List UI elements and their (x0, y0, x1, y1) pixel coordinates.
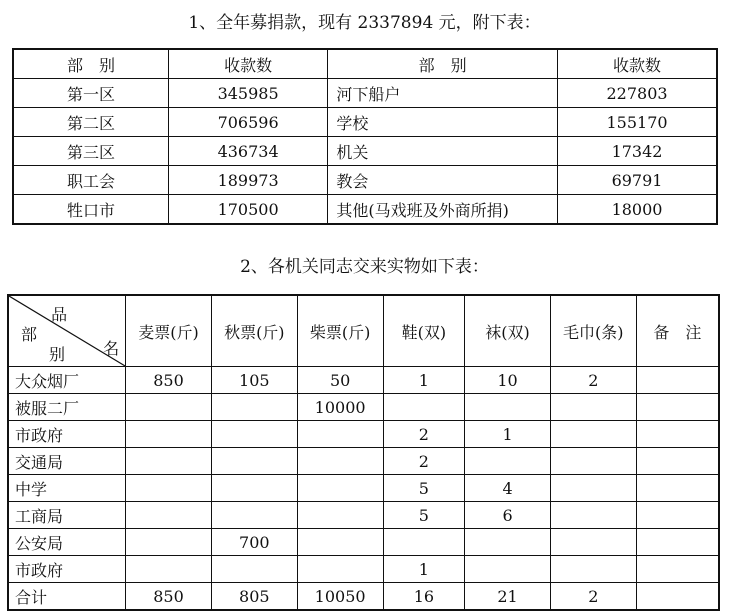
table-cell (550, 421, 636, 448)
table-header-row (8, 295, 719, 367)
corner-label-bottom: 别 (49, 345, 66, 364)
table-row (8, 394, 719, 421)
table-cell: 河下船户 (328, 79, 558, 108)
column-header: 收款数 (558, 49, 717, 79)
table-cell (126, 556, 212, 583)
column-header: 袜(双) (465, 295, 551, 367)
table-row (13, 195, 717, 225)
table-row (13, 79, 717, 108)
table-cell: 850 (126, 367, 212, 394)
table-cell: 其他(马戏班及外商所捐) (328, 195, 558, 225)
table-header-row (13, 49, 717, 79)
table-cell: 5 (383, 502, 465, 529)
table-cell: 教会 (328, 166, 558, 195)
table-cell: 学校 (328, 108, 558, 137)
table-cell: 职工会 (13, 166, 168, 195)
table-cell (636, 394, 719, 421)
table-cell (211, 502, 297, 529)
column-header: 部 别 (328, 49, 558, 79)
corner-label-left: 部 (21, 325, 38, 344)
table-cell: 18000 (558, 195, 717, 225)
table-row (8, 475, 719, 502)
table-cell (465, 556, 551, 583)
table-cell: 2 (383, 448, 465, 475)
table-cell (550, 502, 636, 529)
table-cell: 345985 (168, 79, 327, 108)
table-cell: 5 (383, 475, 465, 502)
table-cell (383, 394, 465, 421)
table-row (8, 367, 719, 394)
heading-donations: 1、全年募捐款，现有 2337894 元，附下表： (188, 13, 541, 33)
table-cell (211, 448, 297, 475)
column-header: 柴票(斤) (297, 295, 383, 367)
table-cell (126, 421, 212, 448)
column-header: 部 别 (13, 49, 168, 79)
table-cell (465, 529, 551, 556)
table-row (8, 421, 719, 448)
table-cell (297, 529, 383, 556)
table-cell (126, 394, 212, 421)
table-cell: 805 (211, 583, 297, 611)
row-label-cell: 被服二厂 (8, 394, 126, 421)
table-cell: 2 (383, 421, 465, 448)
table-cell: 170500 (168, 195, 327, 225)
table-cell: 1 (383, 367, 465, 394)
table-cell (465, 394, 551, 421)
table-cell: 16 (383, 583, 465, 611)
table-cell (297, 556, 383, 583)
table-row (8, 529, 719, 556)
row-label-cell: 中学 (8, 475, 126, 502)
table-cell (550, 556, 636, 583)
table-cell: 10000 (297, 394, 383, 421)
table-cell: 436734 (168, 137, 327, 166)
table-cell (211, 421, 297, 448)
table-cell (211, 475, 297, 502)
table-cell (126, 448, 212, 475)
table-cell (550, 448, 636, 475)
table-row (8, 448, 719, 475)
column-header: 鞋(双) (383, 295, 465, 367)
table-cell (636, 367, 719, 394)
row-label-cell: 市政府 (8, 421, 126, 448)
table-cell: 1 (465, 421, 551, 448)
table-cell (550, 475, 636, 502)
corner-header-cell (8, 295, 126, 367)
table-cell (636, 421, 719, 448)
row-label-cell: 大众烟厂 (8, 367, 126, 394)
table-cell (636, 475, 719, 502)
table-cell: 第一区 (13, 79, 168, 108)
table-cell (636, 556, 719, 583)
table-row (13, 108, 717, 137)
table-row (13, 166, 717, 195)
table-cell: 17342 (558, 137, 717, 166)
table-row (8, 556, 719, 583)
table-cell (297, 421, 383, 448)
table-cell: 机关 (328, 137, 558, 166)
column-header: 秋票(斤) (211, 295, 297, 367)
table-cell: 2 (550, 367, 636, 394)
column-header: 收款数 (168, 49, 327, 79)
table-cell (550, 529, 636, 556)
table-cell: 21 (465, 583, 551, 611)
table-cell (636, 448, 719, 475)
heading-goods: 2、各机关同志交来实物如下表： (240, 257, 489, 277)
corner-label-top: 品 (51, 305, 68, 324)
total-row (8, 583, 719, 611)
table-cell: 105 (211, 367, 297, 394)
corner-label-right: 名 (103, 339, 120, 358)
column-header: 备 注 (636, 295, 719, 367)
table-cell (211, 394, 297, 421)
table-cell: 第三区 (13, 137, 168, 166)
table-cell (297, 502, 383, 529)
table-row (13, 137, 717, 166)
table-cell (465, 448, 551, 475)
goods-table-body (8, 367, 719, 611)
table-cell (126, 502, 212, 529)
table-cell: 50 (297, 367, 383, 394)
table-cell (211, 556, 297, 583)
table-cell: 6 (465, 502, 551, 529)
table-cell (550, 394, 636, 421)
table-cell: 189973 (168, 166, 327, 195)
table-cell (126, 475, 212, 502)
table-cell: 706596 (168, 108, 327, 137)
table-cell: 700 (211, 529, 297, 556)
row-label-cell: 合计 (8, 583, 126, 611)
table-cell (636, 529, 719, 556)
table-cell: 155170 (558, 108, 717, 137)
row-label-cell: 市政府 (8, 556, 126, 583)
table-cell: 牲口市 (13, 195, 168, 225)
column-header: 麦票(斤) (126, 295, 212, 367)
table-cell (297, 448, 383, 475)
goods-table (7, 294, 720, 611)
table-cell: 10 (465, 367, 551, 394)
column-header: 毛巾(条) (550, 295, 636, 367)
table-cell: 227803 (558, 79, 717, 108)
table-row (8, 502, 719, 529)
table-cell: 2 (550, 583, 636, 611)
table-cell (126, 529, 212, 556)
row-label-cell: 公安局 (8, 529, 126, 556)
table-cell: 69791 (558, 166, 717, 195)
table-cell (636, 502, 719, 529)
table-cell: 4 (465, 475, 551, 502)
table-cell (636, 583, 719, 611)
table-cell: 10050 (297, 583, 383, 611)
table-cell (383, 529, 465, 556)
row-label-cell: 工商局 (8, 502, 126, 529)
table-cell: 第二区 (13, 108, 168, 137)
table-cell: 1 (383, 556, 465, 583)
row-label-cell: 交通局 (8, 448, 126, 475)
donation-table (12, 48, 718, 225)
table-cell (297, 475, 383, 502)
table-cell: 850 (126, 583, 212, 611)
